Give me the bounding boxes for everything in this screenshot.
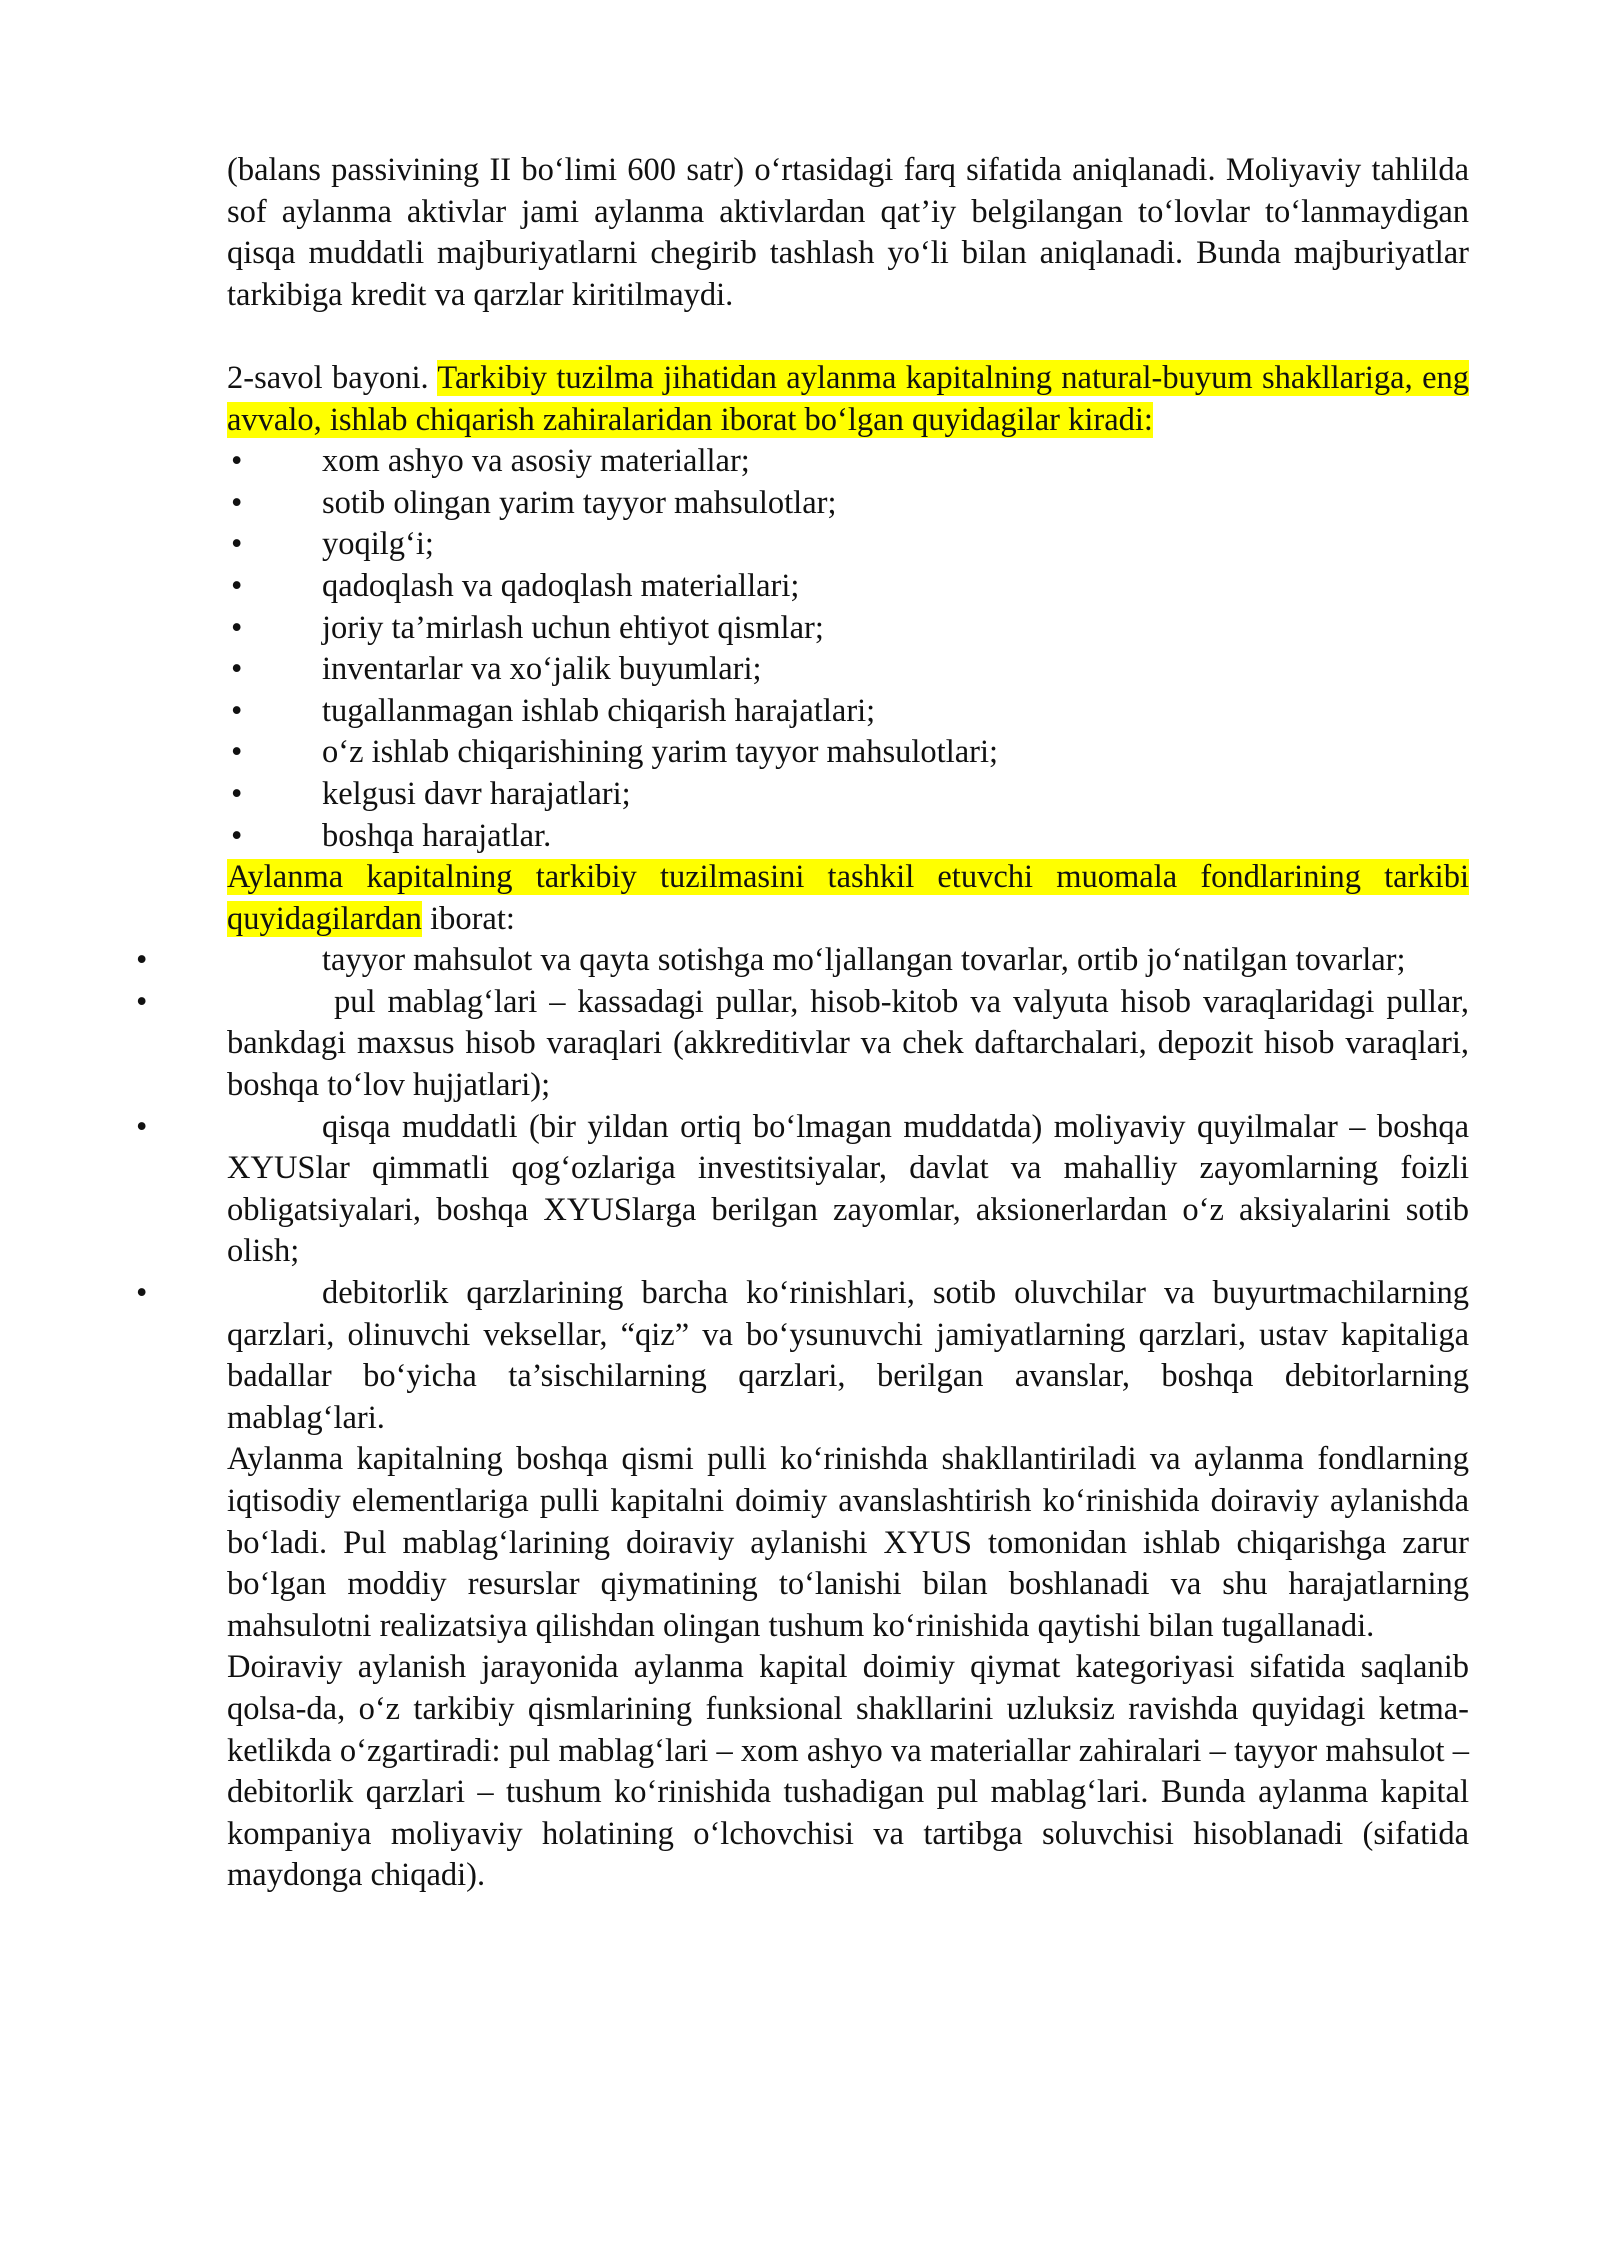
- circulation-funds-rest: iborat:: [421, 900, 515, 937]
- list-item-text: joriy ta’mirlash uchun ehtiyot qismlar;: [322, 609, 824, 646]
- list-item: [227, 732, 1469, 774]
- list-item-text: tugallanmagan ishlab chiqarish harajatlari;: [322, 692, 876, 729]
- list-item-text: o‘z ishlab chiqarishining yarim tayyor mahsulotlari;: [322, 734, 999, 771]
- bullet-icon: •: [231, 775, 243, 812]
- bullet-icon: •: [231, 567, 243, 604]
- list-item-text: pul mablag‘lari – kassadagi pullar, hisob-kitob va valyuta hisob varaqlaridagi pullar, bankdagi maxsus hisob varaqlari (akkreditivlar va chek daftarchalari, depozit hisob varaqlari, boshqa to‘lov hujjatlari);: [227, 983, 1469, 1104]
- list-item: [227, 816, 1469, 858]
- bullet-icon: •: [231, 526, 243, 563]
- list-item: [227, 524, 1469, 566]
- bullet-icon: •: [136, 1275, 148, 1312]
- list-item: [136, 940, 1469, 982]
- list-item-text: tayyor mahsulot va qayta sotishga mo‘ljallangan tovarlar, ortib jo‘natilgan tovarlar;: [322, 942, 1406, 979]
- bullet-icon: •: [136, 942, 148, 979]
- list-item: [136, 982, 1469, 1107]
- bullet-icon: •: [136, 983, 148, 1020]
- production-stocks-list: [227, 441, 1469, 857]
- list-item-text: boshqa harajatlar.: [322, 817, 552, 854]
- list-item-text: sotib olingan yarim tayyor mahsulotlar;: [322, 484, 837, 521]
- list-item-text: kelgusi davr harajatlari;: [322, 775, 631, 812]
- bullet-icon: •: [231, 734, 243, 771]
- circulation-funds-highlight: Aylanma kapitalning tarkibiy tuzilmasini tashkil etuvchi muomala fondlarining tarkibi quyidagilardan: [227, 859, 1469, 937]
- list-item: [227, 566, 1469, 608]
- bullet-icon: •: [136, 1108, 148, 1145]
- document-page: [136, 150, 1469, 1897]
- list-item: [227, 774, 1469, 816]
- list-item-text: xom ashyo va asosiy materiallar;: [322, 443, 750, 480]
- list-item: [227, 483, 1469, 525]
- bullet-icon: •: [231, 817, 243, 854]
- bullet-icon: •: [231, 692, 243, 729]
- question-2-highlight: Tarkibiy tuzilma jihatidan aylanma kapitalning natural-buyum shakllariga, eng avvalo, ishlab chiqarish zahiralaridan iborat bo‘lgan quyidagilar kiradi:: [227, 359, 1469, 438]
- circulation-funds-list: [136, 940, 1469, 1439]
- list-item: [227, 608, 1469, 650]
- question-2-paragraph: [227, 358, 1469, 441]
- bullet-icon: •: [231, 651, 243, 688]
- list-item-text: debitorlik qarzlarining barcha ko‘rinishlari, sotib oluvchilar va buyurtmachilarning qarzlari, olinuvchi veksellar, “qiz” va bo‘ysunuvchi jamiyatlarning qarzlari, ustav kapitaliga badallar bo‘yicha ta’sischilarning qarzlari, berilgan avanslar, boshqa debitorlarning mablag‘lari.: [227, 1275, 1469, 1436]
- list-item: [136, 1273, 1469, 1439]
- list-item: [136, 1107, 1469, 1273]
- bullet-icon: •: [231, 443, 243, 480]
- list-item-text: yoqilg‘i;: [322, 526, 434, 563]
- list-item-text: inventarlar va xo‘jalik buyumlari;: [322, 651, 762, 688]
- circulation-funds-paragraph: [227, 857, 1469, 940]
- question-2-prefix: 2-savol bayoni.: [227, 359, 438, 396]
- list-item-text: qadoqlash va qadoqlash materiallari;: [322, 567, 800, 604]
- list-item-text: qisqa muddatli (bir yildan ortiq bo‘lmagan muddatda) moliyaviy quyilmalar – boshqa XYUSlar qimmatli qog‘ozlariga investitsiyalar, davlat va mahalliy zayomlarning foizli obligatsiyalari, boshqa XYUSlarga berilgan zayomlar, aksionerlardan o‘z aksiyalarini sotib olish;: [227, 1108, 1469, 1270]
- paragraph-gap: [227, 316, 1469, 358]
- bullet-icon: •: [231, 609, 243, 646]
- list-item: [227, 441, 1469, 483]
- list-item: [227, 691, 1469, 733]
- circulation-paragraph: Aylanma kapitalning boshqa qismi pulli ko‘rinishda shakllantiriladi va aylanma fondlarning iqtisodiy elementlariga pulli kapitalni doimiy avanslashtirish ko‘rinishida doiraviy aylanishda bo‘ladi. Pul mablag‘larining doiraviy aylanishi XYUS tomonidan ishlab chiqarishga zarur bo‘lgan moddiy resurslar qiymatining to‘lanishi bilan boshlanadi va shu harajatlarning mahsulotni realizatsiya qilishdan olingan tushum ko‘rinishida qaytishi bilan tugallanadi.: [227, 1441, 1469, 1644]
- list-item: [227, 649, 1469, 691]
- bullet-icon: •: [231, 484, 243, 521]
- intro-paragraph: (balans passivining II bo‘limi 600 satr) o‘rtasidagi farq sifatida aniqlanadi. Moliyaviy tahlilda sof aylanma aktivlar jami aylanma aktivlardan qat’iy belgilangan to‘lovlar to‘lanmaydigan qisqa muddatli majburiyatlarni chegirib tashlash yo‘li bilan aniqlanadi. Bunda majburiyatlar tarkibiga kredit va qarzlar kiritilmaydi.: [227, 152, 1469, 313]
- cycle-paragraph: Doiraviy aylanish jarayonida aylanma kapital doimiy qiymat kategoriyasi sifatida saqlanib qolsa-da, o‘z tarkibiy qismlarining funksional shakllarini uzluksiz ravishda quyidagi ketma-ketlikda o‘zgartiradi: pul mablag‘lari – xom ashyo va materiallar zahiralari – tayyor mahsulot – debitorlik qarzlari – tushum ko‘rinishida tushadigan pul mablag‘lari. Bunda aylanma kapital kompaniya moliyaviy holatining o‘lchovchisi va tartibga soluvchisi hisoblanadi (sifatida maydonga chiqadi).: [227, 1649, 1469, 1894]
